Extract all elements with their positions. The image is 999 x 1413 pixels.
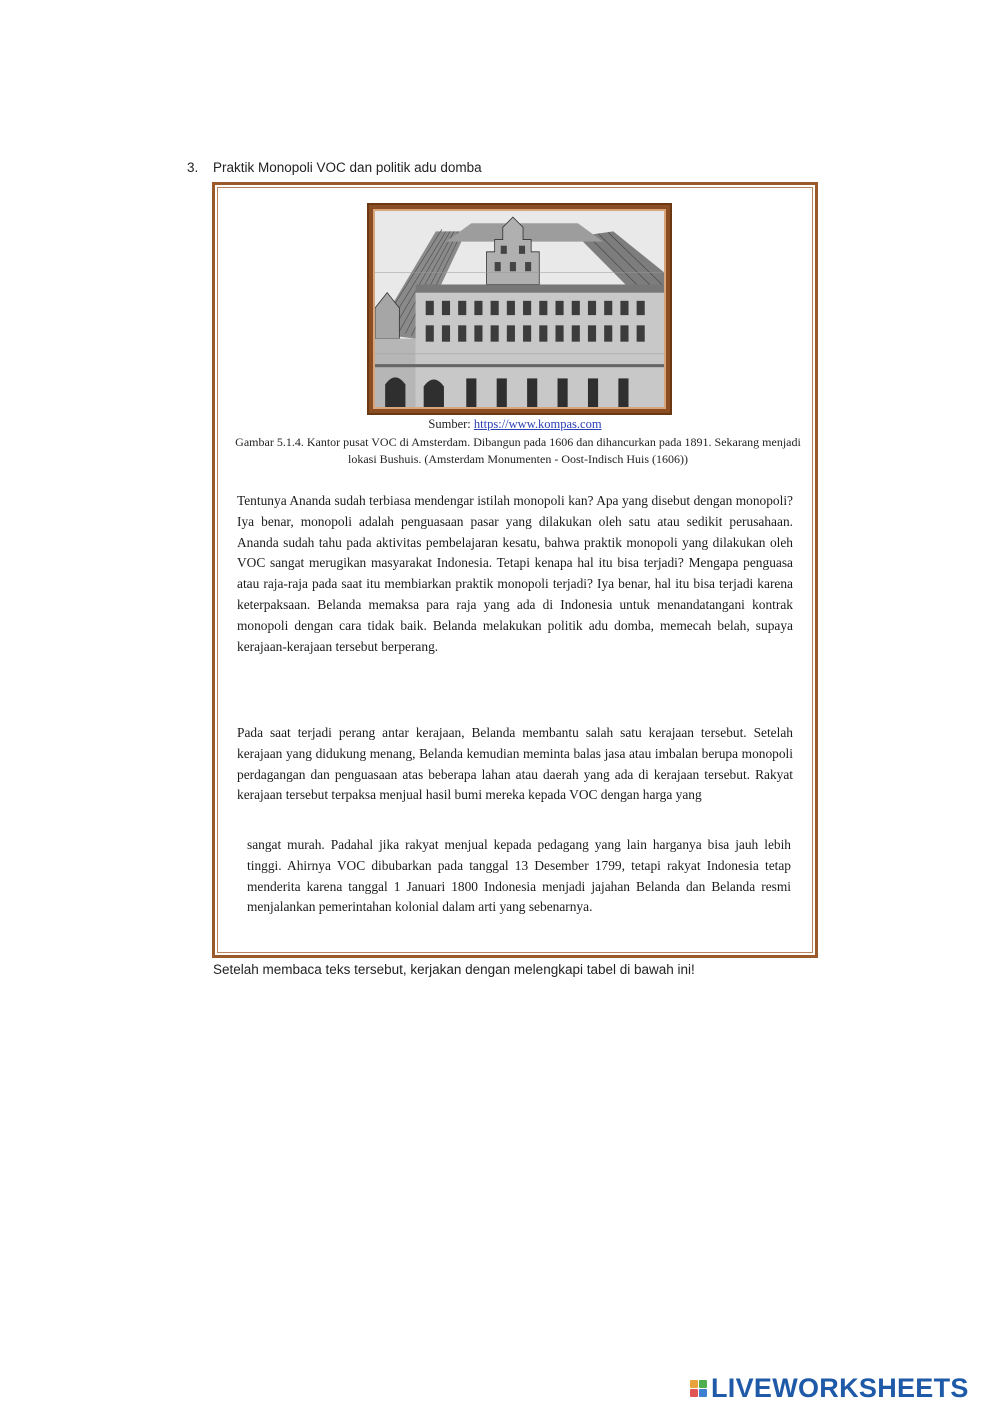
section-heading xyxy=(187,160,482,175)
engraving-illustration xyxy=(375,211,664,407)
paragraph-2: Pada saat terjadi perang antar kerajaan, Belanda membantu salah satu kerajaan tersebut. Setelah kerajaan yang didukung menang, Belanda kemudian meminta balas jasa atau imbalan berupa monopoli perdagangan dan penguasaan atas beberapa lahan atau daerah yang ada di kerajaan tersebut. Rakyat kerajaan tersebut terpaksa menjual hasil bumi mereka kepada VOC dengan harga yang xyxy=(237,725,793,803)
brand-name: LIVEWORKSHEETS xyxy=(711,1372,969,1403)
section-number: 3. xyxy=(187,160,199,175)
source-label: Sumber: xyxy=(428,417,471,431)
liveworksheets-brand xyxy=(690,1373,969,1403)
liveworksheets-logo-icon xyxy=(690,1380,707,1397)
instruction-text: Setelah membaca teks tersebut, kerjakan dengan melengkapi tabel di bawah ini! xyxy=(213,962,695,977)
source-link[interactable]: https://www.kompas.com xyxy=(473,417,602,431)
voc-building-image xyxy=(367,203,672,415)
section-title: Praktik Monopoli VOC dan politik adu domba xyxy=(213,160,482,175)
reading-passage-frame xyxy=(212,182,818,958)
paragraph-3: sangat murah. Padahal jika rakyat menjual kepada pedagang yang lain harganya bisa jauh lebih tinggi. Ahirnya VOC dibubarkan pada tanggal 13 Desember 1799, tetapi rakyat Indonesia tetap menderita karena tanggal 1 Januari 1800 Indonesia menjadi jajahan Belanda dan Belanda resmi menjalankan pemerintahan kolonial dalam arti yang sebenarnya. xyxy=(247,837,791,915)
image-source xyxy=(215,417,815,432)
figure-caption: Gambar 5.1.4. Kantor pusat VOC di Amsterdam. Dibangun pada 1606 dan dihancurkan pada 1891. Sekarang menjadi lokasi Bushuis. (Amsterdam Monumenten - Oost-Indisch Huis (1606)) xyxy=(235,435,801,466)
paragraph-1: Tentunya Ananda sudah terbiasa mendengar istilah monopoli kan? Apa yang disebut dengan monopoli? Iya benar, monopoli adalah penguasaan pasar yang dilakukan oleh satu atau sedikit perusahaan. Ananda sudah tahu pada aktivitas pembelajaran kesatu, bahwa praktik monopoli yang dilakukan oleh VOC sangat merugikan masyarakat Indonesia. Tetapi kenapa hal itu bisa terjadi? Mengapa penguasa atau raja-raja pada saat itu membiarkan praktik monopoli terjadi? Iya benar, hal itu bisa terjadi karena keterpaksaan. Belanda memaksa para raja yang ada di Indonesia untuk menandatangani kontrak monopoli dengan cara tidak baik. Belanda melakukan politik adu domba, memecah belah, supaya kerajaan-kerajaan tersebut berperang. xyxy=(237,493,793,654)
